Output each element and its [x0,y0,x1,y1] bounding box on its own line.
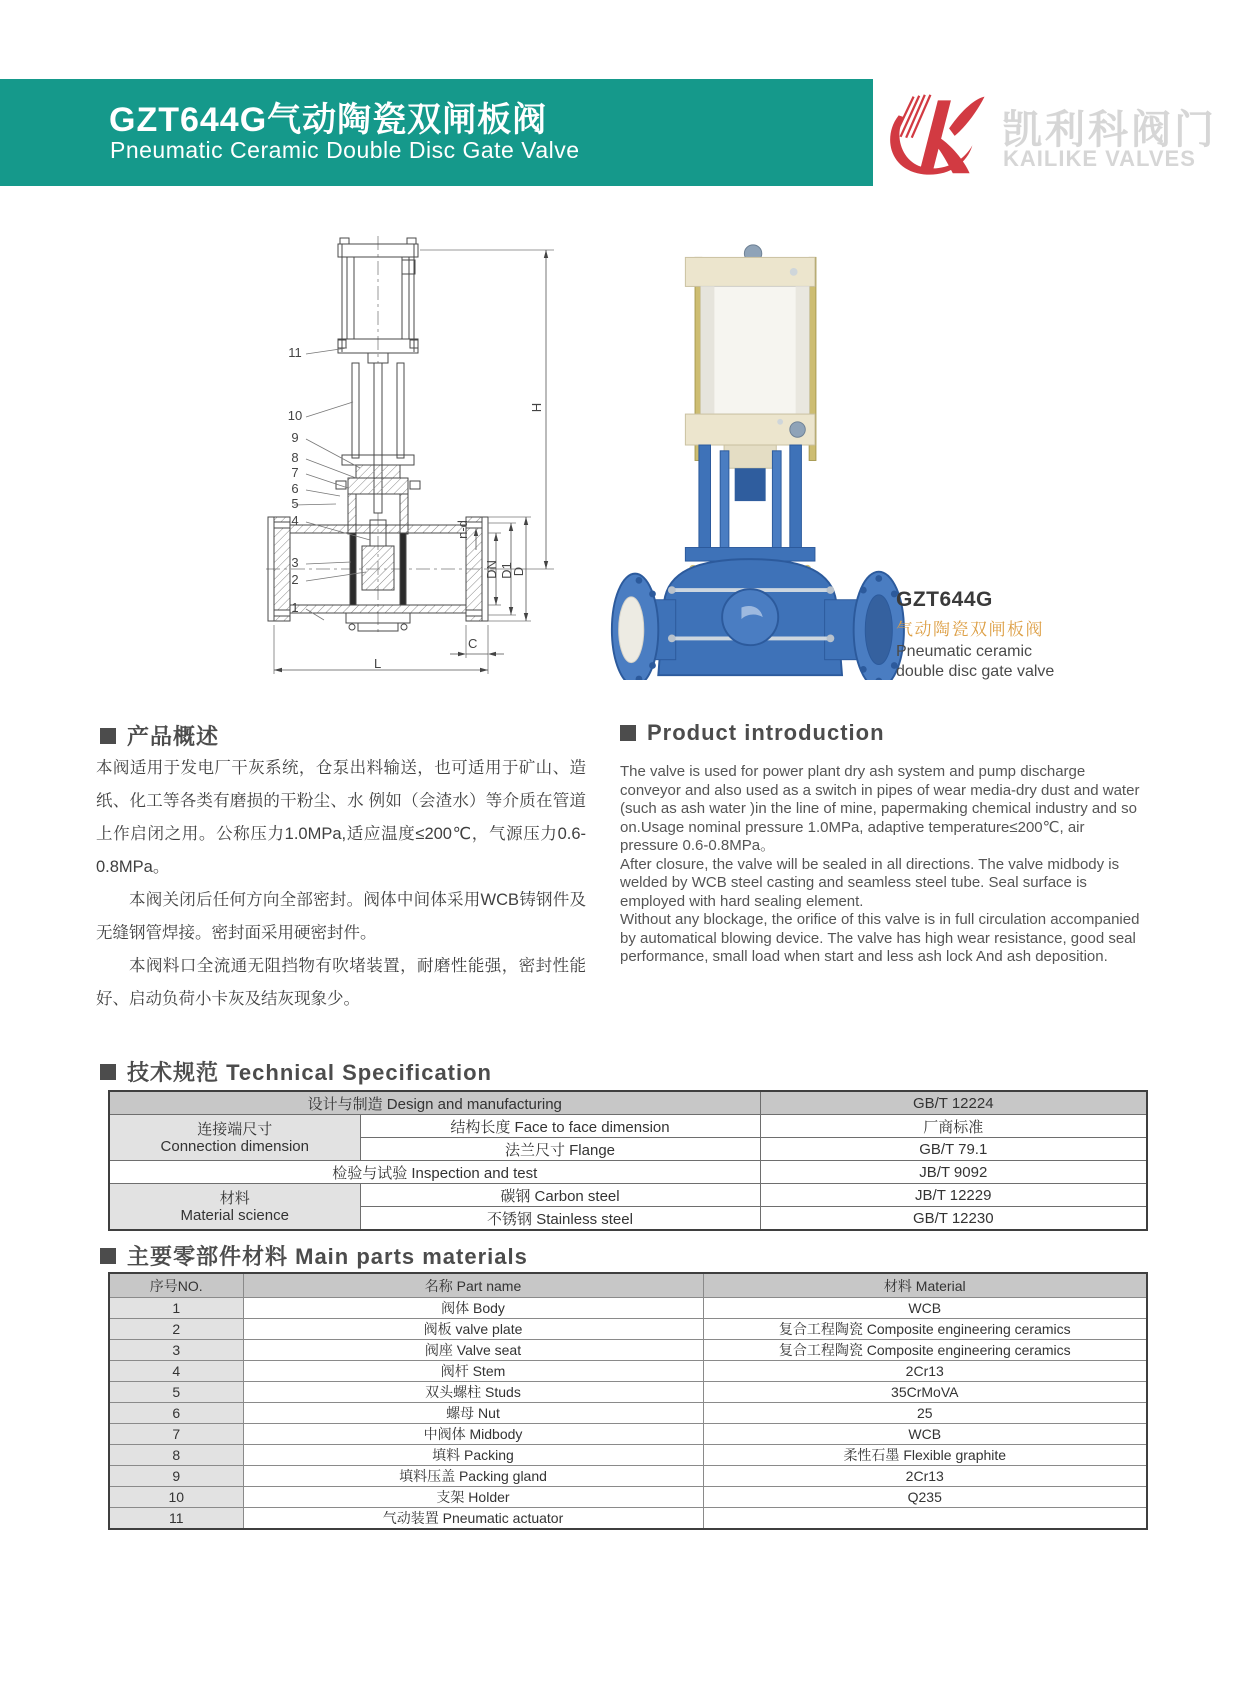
overview-text [96,752,586,1016]
spec-value-carbon: JB/T 12229 [760,1184,1147,1207]
spec-value-stainless: GB/T 12230 [760,1207,1147,1231]
drawing-callout-11: 11 [288,345,302,360]
introduction-heading [620,720,885,746]
spec-group-material-cn: 材料 [219,1189,250,1207]
drawing-callout-7: 7 [291,465,299,480]
spec-row-inspection [109,1161,1147,1184]
parts-heading [100,1240,528,1271]
drawing-callout-9: 9 [291,430,299,445]
technical-drawing [250,230,562,700]
spec-label-flange: 法兰尺寸 Flange [360,1138,760,1161]
part-material: 25 [703,1403,1147,1424]
spec-value-face: 厂商标准 [760,1115,1147,1138]
drawing-callout-6: 6 [291,481,299,496]
introduction-p2: After closure, the valve will be sealed in all directions. The valve midbody is welded by WCB steel casting and seamless steel tube. Seal surface is employed with hard sealing element. [620,855,1120,910]
dim-label-nd: n-d [454,520,470,539]
dim-label-dn: DN [483,560,499,579]
part-name: 阀座 Valve seat [243,1340,703,1361]
part-no: 6 [109,1403,243,1424]
overview-heading [100,720,219,751]
table-row [109,1508,1147,1530]
logo-name-en: KAILIKE VALVES [1003,146,1196,171]
spec-label-face: 结构长度 Face to face dimension [360,1115,760,1138]
overview-p3: 本阀料口全流通无阻挡物有吹堵装置，耐磨性能强，密封性能好、启动负荷小卡灰及结灰现象少。 [96,957,586,1008]
part-no: 1 [109,1298,243,1319]
table-row [109,1487,1147,1508]
introduction-p3: Without any blockage, the orifice of this valve is in full circulation accompanied by automatical blowing device. The valve has high wear resistance, good seal performance, small load when start and less ash lock And ash deposition. [620,911,1140,965]
parts-header-row [109,1273,1147,1298]
spec-label-inspection: 检验与试验 Inspection and test [109,1161,760,1184]
part-material: WCB [703,1424,1147,1445]
spec-label-stainless: 不锈钢 Stainless steel [360,1207,760,1231]
table-row [109,1403,1147,1424]
parts-col-material: 材料 Material [703,1273,1147,1298]
parts-heading-text: 主要零部件材料 Main parts materials [127,1244,528,1269]
spec-value-design: GB/T 12224 [760,1091,1147,1115]
drawing-callout-5: 5 [291,496,299,511]
spec-group-connection [109,1115,360,1161]
drawing-callout-10: 10 [287,408,303,423]
part-material: Q235 [703,1487,1147,1508]
tech-spec-heading [100,1056,492,1087]
drawing-callout-8: 8 [291,450,299,465]
part-material: 复合工程陶瓷 Composite engineering ceramics [703,1340,1147,1361]
part-material: 柔性石墨 Flexible graphite [703,1445,1147,1466]
part-material: 复合工程陶瓷 Composite engineering ceramics [703,1319,1147,1340]
introduction-text [620,763,1142,967]
section-square-icon [100,1248,116,1264]
spec-value-flange: GB/T 79.1 [760,1138,1147,1161]
product-name-en-line1: Pneumatic ceramic [896,643,1033,660]
part-material: 2Cr13 [703,1361,1147,1382]
table-row [109,1382,1147,1403]
dim-label-h: H [529,402,545,413]
product-label [896,588,1156,680]
header-bar [0,79,873,186]
table-row [109,1466,1147,1487]
drawing-callout-1: 1 [291,600,299,615]
table-row [109,1424,1147,1445]
part-material: 2Cr13 [703,1466,1147,1487]
part-no: 2 [109,1319,243,1340]
dim-label-d1: D1 [498,562,514,579]
spec-label-design: 设计与制造 Design and manufacturing [109,1091,760,1115]
part-name: 填料压盖 Packing gland [243,1466,703,1487]
part-name: 阀杆 Stem [243,1361,703,1382]
table-row [109,1298,1147,1319]
logo-name-cn: 凯利科阀门 [1002,108,1217,152]
spec-row-face [109,1115,1147,1138]
dim-label-l: L [374,656,382,671]
part-name: 阀体 Body [243,1298,703,1319]
part-name: 阀板 valve plate [243,1319,703,1340]
part-name: 螺母 Nut [243,1403,703,1424]
part-name: 双头螺柱 Studs [243,1382,703,1403]
part-no: 3 [109,1340,243,1361]
parts-col-name: 名称 Part name [243,1273,703,1298]
spec-group-connection-cn: 连接端尺寸 [197,1120,273,1138]
introduction-heading-text: Product introduction [647,720,885,745]
spec-value-inspection: JB/T 9092 [760,1161,1147,1184]
spec-group-connection-en: Connection dimension [160,1137,309,1155]
part-no: 11 [109,1508,243,1530]
spec-row-design [109,1091,1147,1115]
parts-table [108,1272,1148,1530]
overview-heading-text: 产品概述 [127,724,220,749]
section-square-icon [100,1064,116,1080]
part-name: 气动装置 Pneumatic actuator [243,1508,703,1530]
kailike-logo-icon [880,86,992,182]
spec-row-carbon [109,1184,1147,1207]
spec-group-material-en: Material science [180,1206,289,1224]
product-name-en-line2: double disc gate valve [896,663,1055,680]
product-photo [600,240,910,680]
table-row [109,1319,1147,1340]
table-row [109,1361,1147,1382]
part-material: WCB [703,1298,1147,1319]
part-no: 8 [109,1445,243,1466]
tech-spec-heading-text: 技术规范 Technical Specification [127,1060,492,1085]
introduction-p1: The valve is used for power plant dry ash system and pump discharge conveyor and also used as a switch in pipes of wear media-dry dust and water (such as ash water )in the line of mine, papermaking chemical industry and so on.Usage nominal pressure 1.0MPa, adaptive temperature≤200℃, air pressure 0.6-0.8MPa。 [620,763,1140,854]
part-material: 35CrMoVA [703,1382,1147,1403]
product-name-cn: 气动陶瓷双闸板阀 [896,620,1044,639]
overview-p1: 本阀适用于发电厂干灰系统，仓泵出料输送，也可适用于矿山、造纸、化工等各类有磨损的干粉尘、水 例如（会渣水）等介质在管道上作启闭之用。公称压力1.0MPa,适应温度≤200℃，气源压力0.6-0.8MPa。 [96,759,586,876]
drawing-callout-4: 4 [291,513,299,528]
dim-label-c: C [468,636,478,651]
parts-col-no: 序号NO. [109,1273,243,1298]
table-row [109,1445,1147,1466]
part-material [703,1508,1147,1530]
part-no: 9 [109,1466,243,1487]
tech-spec-table [108,1090,1148,1231]
page-title-en: Pneumatic Ceramic Double Disc Gate Valve [110,137,580,163]
section-square-icon [100,728,116,744]
part-name: 填料 Packing [243,1445,703,1466]
part-name: 中阀体 Midbody [243,1424,703,1445]
drawing-callout-2: 2 [291,572,299,587]
part-no: 4 [109,1361,243,1382]
overview-p2: 本阀关闭后任何方向全部密封。阀体中间体采用WCB铸钢件及无缝钢管焊接。密封面采用硬密封件。 [96,891,586,942]
drawing-callout-3: 3 [291,555,299,570]
page-title-cn: GZT644G气动陶瓷双闸板阀 [109,101,548,139]
part-name: 支架 Holder [243,1487,703,1508]
part-no: 10 [109,1487,243,1508]
table-row [109,1340,1147,1361]
dim-label-d: D [511,566,527,577]
part-no: 7 [109,1424,243,1445]
part-no: 5 [109,1382,243,1403]
product-model: GZT644G [896,588,993,611]
spec-label-carbon: 碳钢 Carbon steel [360,1184,760,1207]
section-square-icon [620,725,636,741]
spec-group-material [109,1184,360,1231]
